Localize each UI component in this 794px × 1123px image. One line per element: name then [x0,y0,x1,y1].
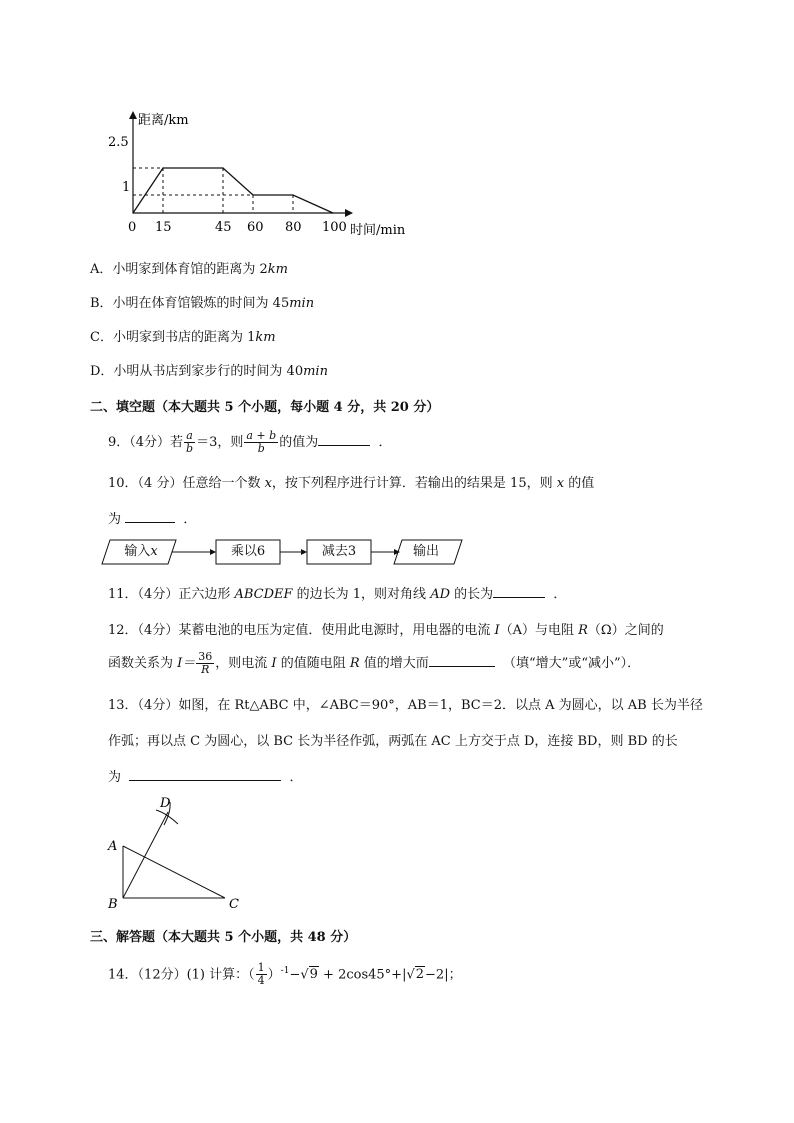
section-3-title: 三、解答题（本大题共 5 个小题，共 48 分） [90,930,357,945]
q11-prefix: 11．（4分）正六边形 [108,587,235,602]
q9-fraction-a-over-b [184,430,195,455]
y-tick-1: 1 [122,180,131,195]
q12-current-var-2: I [271,656,277,671]
q11-mid: 的边长为 1，则对角线 [292,587,431,602]
point-label-b: B [108,897,118,910]
q12-line2-e: （填“增大”或“减小”）． [503,656,641,671]
q9-suffix: 的值为 [279,435,319,450]
x-tick-60: 60 [247,220,264,235]
q9-mid: ＝3，则 [196,435,244,450]
q14-rest: + 2cos45°+| [318,967,407,983]
data-point-80 [292,194,293,195]
section-2-title: 二、填空题（本大题共 5 个小题，每小题 4 分，共 20 分） [90,400,440,415]
q12-line1-a: 12．（4分）某蓄电池的电压为定值．使用此电源时，用电器的电流 [108,623,495,638]
q14-sqrt-9: 9 [309,967,318,983]
q11-hexagon-name: ABCDEF [234,587,293,602]
q11-answer-blank[interactable] [493,597,545,598]
q9-frac2-den: b [257,442,265,455]
q14-minus: − [289,967,301,983]
question-12-line-1 [108,619,664,638]
option-a [90,258,288,277]
q12-resistance-var-2: R [349,656,360,671]
q9-prefix: 9．（4分）若 [108,435,184,450]
option-d-unit: min [303,364,328,379]
y-tick-2-5: 2.5 [108,135,129,150]
option-a-text: A．小明家到体育馆的距离为 2 [90,262,268,277]
data-point-15 [162,167,163,168]
question-10-line-2 [108,508,196,527]
q13-line3: 为 [108,770,122,785]
q12-line2-b: ，则电流 [215,656,272,671]
q12-frac-num: 36 [198,650,213,663]
q11-end: ． [553,587,567,602]
q10-line2: 为 [108,512,122,527]
q9-end: ． [378,435,392,450]
x-tick-100: 100 [322,220,347,235]
question-13-line-2: 作弧；再以点 C 为圆心，以 BC 长为半径作弧，两弧在 AC 上方交于点 D，连接 BD，则 BD 的长 [108,734,678,749]
data-point-100 [332,212,333,213]
q14-exponent: -1 [280,966,290,976]
q9-frac1-num: a [184,430,195,443]
option-c-unit: km [255,330,276,345]
q9-fraction-apb-over-b [244,430,278,455]
q12-line2-d: 值的增大而 [359,656,429,671]
option-a-unit: km [267,262,289,277]
q10-line1-c: 的值 [564,476,595,491]
point-label-d: D [160,796,171,811]
q9-answer-blank[interactable] [318,445,370,446]
q14-sqrt-2: 2 [415,967,425,983]
point-label-a: A [108,839,118,854]
question-9 [108,428,391,458]
arc-mark-1 [156,810,178,824]
q14-close: ） [267,967,281,983]
q11-diagonal: AD [430,587,450,602]
option-b-unit: min [289,296,315,311]
q14-tail: −2|； [425,967,462,983]
y-axis-label: 距离/km [138,113,189,128]
q12-answer-blank[interactable] [429,666,495,667]
option-d-text: D．小明从书店到家步行的时间为 40 [90,364,304,379]
q13-answer-blank[interactable] [129,780,281,781]
q10-answer-blank[interactable] [125,522,175,523]
option-d [90,360,328,379]
x-tick-15: 15 [155,220,172,235]
q12-eq: I＝ [177,656,196,671]
q12-frac-den: R [201,663,210,676]
q9-frac1-den: b [186,442,194,455]
segment-ac [123,846,225,898]
q13-end: ． [289,770,303,785]
flow-output-label: 输出 [412,544,439,559]
question-11 [108,583,566,602]
x-tick-45: 45 [215,220,232,235]
q12-current-var: I [494,623,500,638]
q10-end: ． [183,512,197,527]
option-c-text: C．小明家到书店的距离为 1 [90,330,256,345]
x-tick-0: 0 [128,220,137,235]
q14-frac-num: 1 [257,961,265,975]
q12-line2-c: 的值随电阻 [276,656,350,671]
point-label-c: C [229,897,239,910]
question-13-line-3 [108,766,303,785]
q14-fraction-1-over-4 [256,962,267,987]
option-c [90,326,276,345]
x-axis-arrow [345,209,353,217]
q10-var-x: x [264,476,272,491]
q14-prefix: 14．（12分）(1) 计算：（ [108,967,255,983]
x-tick-80: 80 [285,220,302,235]
triangle-figure [100,790,260,910]
data-point-0 [132,212,133,213]
question-13-line-1: 13．（4分）如图，在 Rt△ABC 中，∠ABC＝90°，AB＝1，BC＝2．以点 A 为圆心，以 AB 长为半径 [108,698,703,713]
option-b-text: B．小明在体育馆锻炼的时间为 45 [90,296,290,311]
data-point-60 [252,194,253,195]
distance-time-graph [100,105,430,240]
flow-input-var: x [150,544,158,559]
flow-input-label [106,540,176,564]
segment-bd [123,812,168,898]
y-axis-arrow [129,111,137,119]
x-axis-label: 时间/min [350,223,406,238]
question-12-line-2 [108,649,640,679]
q12-line1-b: （A）与电阻 [499,623,579,638]
q12-line2-a: 函数关系为 [108,656,178,671]
q11-suffix: 的长为 [450,587,494,602]
question-14: 14．（12分）(1) 计算：（ $\frac{1}{4}$ ）$^{-1}$−√9 + 2cos45°+|√2−2|； [108,961,462,988]
data-point-45 [222,167,223,168]
q12-line1-c: （Ω）之间的 [587,623,664,638]
option-b [90,292,314,311]
q9-frac2-num: a + b [246,429,277,442]
flow-step1-label: 乘以6 [230,544,266,559]
q10-var-x-2: x [556,476,565,491]
question-10-line-1 [108,472,594,491]
q12-resistance-var: R [578,623,588,638]
q10-line1-a: 10．（4 分）任意给一个数 [108,476,265,491]
flow-step2-label: 减去3 [321,544,357,559]
q10-line1-b: ，按下列程序进行计算．若输出的结果是 15，则 [271,476,557,491]
q14-frac-den: 4 [257,974,265,988]
q12-fraction-36-over-r [196,651,214,676]
flow-input-text: 输入 [124,544,151,559]
